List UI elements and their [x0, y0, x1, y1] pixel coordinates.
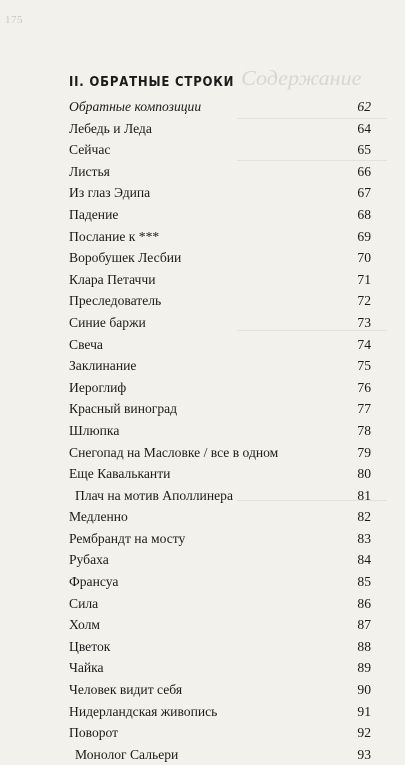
toc-entry-title: Воробушек Лесбии — [69, 250, 182, 266]
toc-entry-page: 93 — [357, 746, 371, 762]
toc-entry-title: Франсуа — [69, 574, 119, 590]
toc-entry-page: 81 — [357, 487, 371, 503]
toc-entry — [69, 528, 371, 550]
toc-entry — [69, 247, 371, 269]
bleed-through-header: Содержание — [241, 66, 362, 90]
toc-entry — [69, 679, 371, 701]
toc-entry — [69, 485, 371, 507]
toc-entry-page: 65 — [357, 142, 371, 158]
toc-entry — [69, 420, 371, 442]
table-of-contents — [69, 96, 371, 765]
toc-entry-page: 82 — [357, 509, 371, 525]
toc-entry — [69, 355, 371, 377]
toc-entry-page: 88 — [357, 638, 371, 654]
toc-entry-title: Цветок — [69, 638, 111, 654]
toc-entry-title: Рубаха — [69, 552, 109, 568]
toc-entry — [69, 593, 371, 615]
toc-entry-title: Сила — [69, 595, 99, 611]
toc-entry-title: Иероглиф — [69, 379, 127, 395]
toc-entry-page: 62 — [357, 99, 371, 114]
toc-entry — [69, 204, 371, 226]
toc-entry-page: 64 — [357, 120, 371, 136]
toc-entry — [69, 744, 371, 765]
toc-entry-page: 75 — [357, 358, 371, 374]
toc-entry-title: Нидерландская живопись — [69, 703, 218, 719]
toc-entry-page: 78 — [357, 422, 371, 438]
toc-entry-page: 90 — [357, 682, 371, 698]
toc-entry-title: Из глаз Эдипа — [69, 185, 151, 201]
toc-entry-page: 66 — [357, 163, 371, 179]
toc-entry-page: 69 — [357, 228, 371, 244]
toc-entry-page: 87 — [357, 617, 371, 633]
toc-entry — [69, 549, 371, 571]
toc-entry-title: Рембрандт на мосту — [69, 530, 186, 546]
toc-entry-title: Лебедь и Леда — [69, 120, 152, 136]
toc-entry-title: Снегопад на Масловке / все в одном — [69, 444, 279, 460]
toc-entry — [69, 614, 371, 636]
toc-entry — [69, 226, 371, 248]
toc-entry-page: 77 — [357, 401, 371, 417]
toc-entry — [69, 722, 371, 744]
toc-entry — [69, 334, 371, 356]
toc-entry-title: Холм — [69, 617, 100, 633]
toc-entry — [69, 118, 371, 140]
toc-entry-title: Сейчас — [69, 142, 111, 158]
toc-entry — [69, 463, 371, 485]
toc-entry-title: Красный виноград — [69, 401, 178, 417]
toc-entry-title: Преследователь — [69, 293, 162, 309]
page-number: 175 — [5, 14, 23, 26]
toc-entry-page: 72 — [357, 293, 371, 309]
toc-entry-title: Еще Кавальканти — [69, 466, 171, 482]
toc-entry-title: Монолог Сальери — [75, 746, 179, 762]
toc-entry-page: 92 — [357, 725, 371, 741]
toc-entry-page: 73 — [357, 314, 371, 330]
toc-entry — [69, 442, 371, 464]
toc-entry-title: Синие баржи — [69, 314, 146, 330]
toc-entry — [69, 182, 371, 204]
toc-entry — [69, 377, 371, 399]
toc-entry — [69, 636, 371, 658]
toc-entry-title: Обратные композиции — [69, 99, 202, 114]
toc-entry-title: Чайка — [69, 660, 104, 676]
toc-entry — [69, 571, 371, 593]
toc-entry-page: 67 — [357, 185, 371, 201]
toc-entry-page: 70 — [357, 250, 371, 266]
toc-entry-title: Листья — [69, 163, 110, 179]
toc-entry — [69, 657, 371, 679]
toc-entry-title: Плач на мотив Аполлинера — [75, 487, 233, 503]
toc-entry-page: 83 — [357, 530, 371, 546]
toc-entry — [69, 96, 371, 118]
toc-entry-page: 76 — [357, 379, 371, 395]
toc-entry — [69, 269, 371, 291]
toc-entry-title: Человек видит себя — [69, 682, 183, 698]
toc-entry-title: Медленно — [69, 509, 128, 525]
toc-entry-page: 79 — [357, 444, 371, 460]
toc-entry-title: Заклинание — [69, 358, 137, 374]
toc-entry — [69, 312, 371, 334]
toc-entry-title: Свеча — [69, 336, 103, 352]
toc-entry-page: 74 — [357, 336, 371, 352]
toc-entry-page: 68 — [357, 206, 371, 222]
toc-entry-title: Поворот — [69, 725, 119, 741]
toc-entry — [69, 139, 371, 161]
toc-entry-page: 80 — [357, 466, 371, 482]
toc-entry-page: 86 — [357, 595, 371, 611]
toc-entry-page: 84 — [357, 552, 371, 568]
toc-entry-title: Послание к *** — [69, 228, 160, 244]
toc-entry — [69, 290, 371, 312]
toc-entry-page: 89 — [357, 660, 371, 676]
toc-entry-title: Шлюпка — [69, 422, 120, 438]
toc-entry-title: Падение — [69, 206, 119, 222]
toc-entry — [69, 506, 371, 528]
section-title: II. ОБРАТНЫЕ СТРОКИ — [69, 75, 235, 90]
toc-entry-title: Клара Петаччи — [69, 271, 156, 287]
toc-entry-page: 91 — [357, 703, 371, 719]
toc-entry-page: 85 — [357, 574, 371, 590]
toc-entry — [69, 161, 371, 183]
toc-entry-page: 71 — [357, 271, 371, 287]
toc-entry — [69, 398, 371, 420]
